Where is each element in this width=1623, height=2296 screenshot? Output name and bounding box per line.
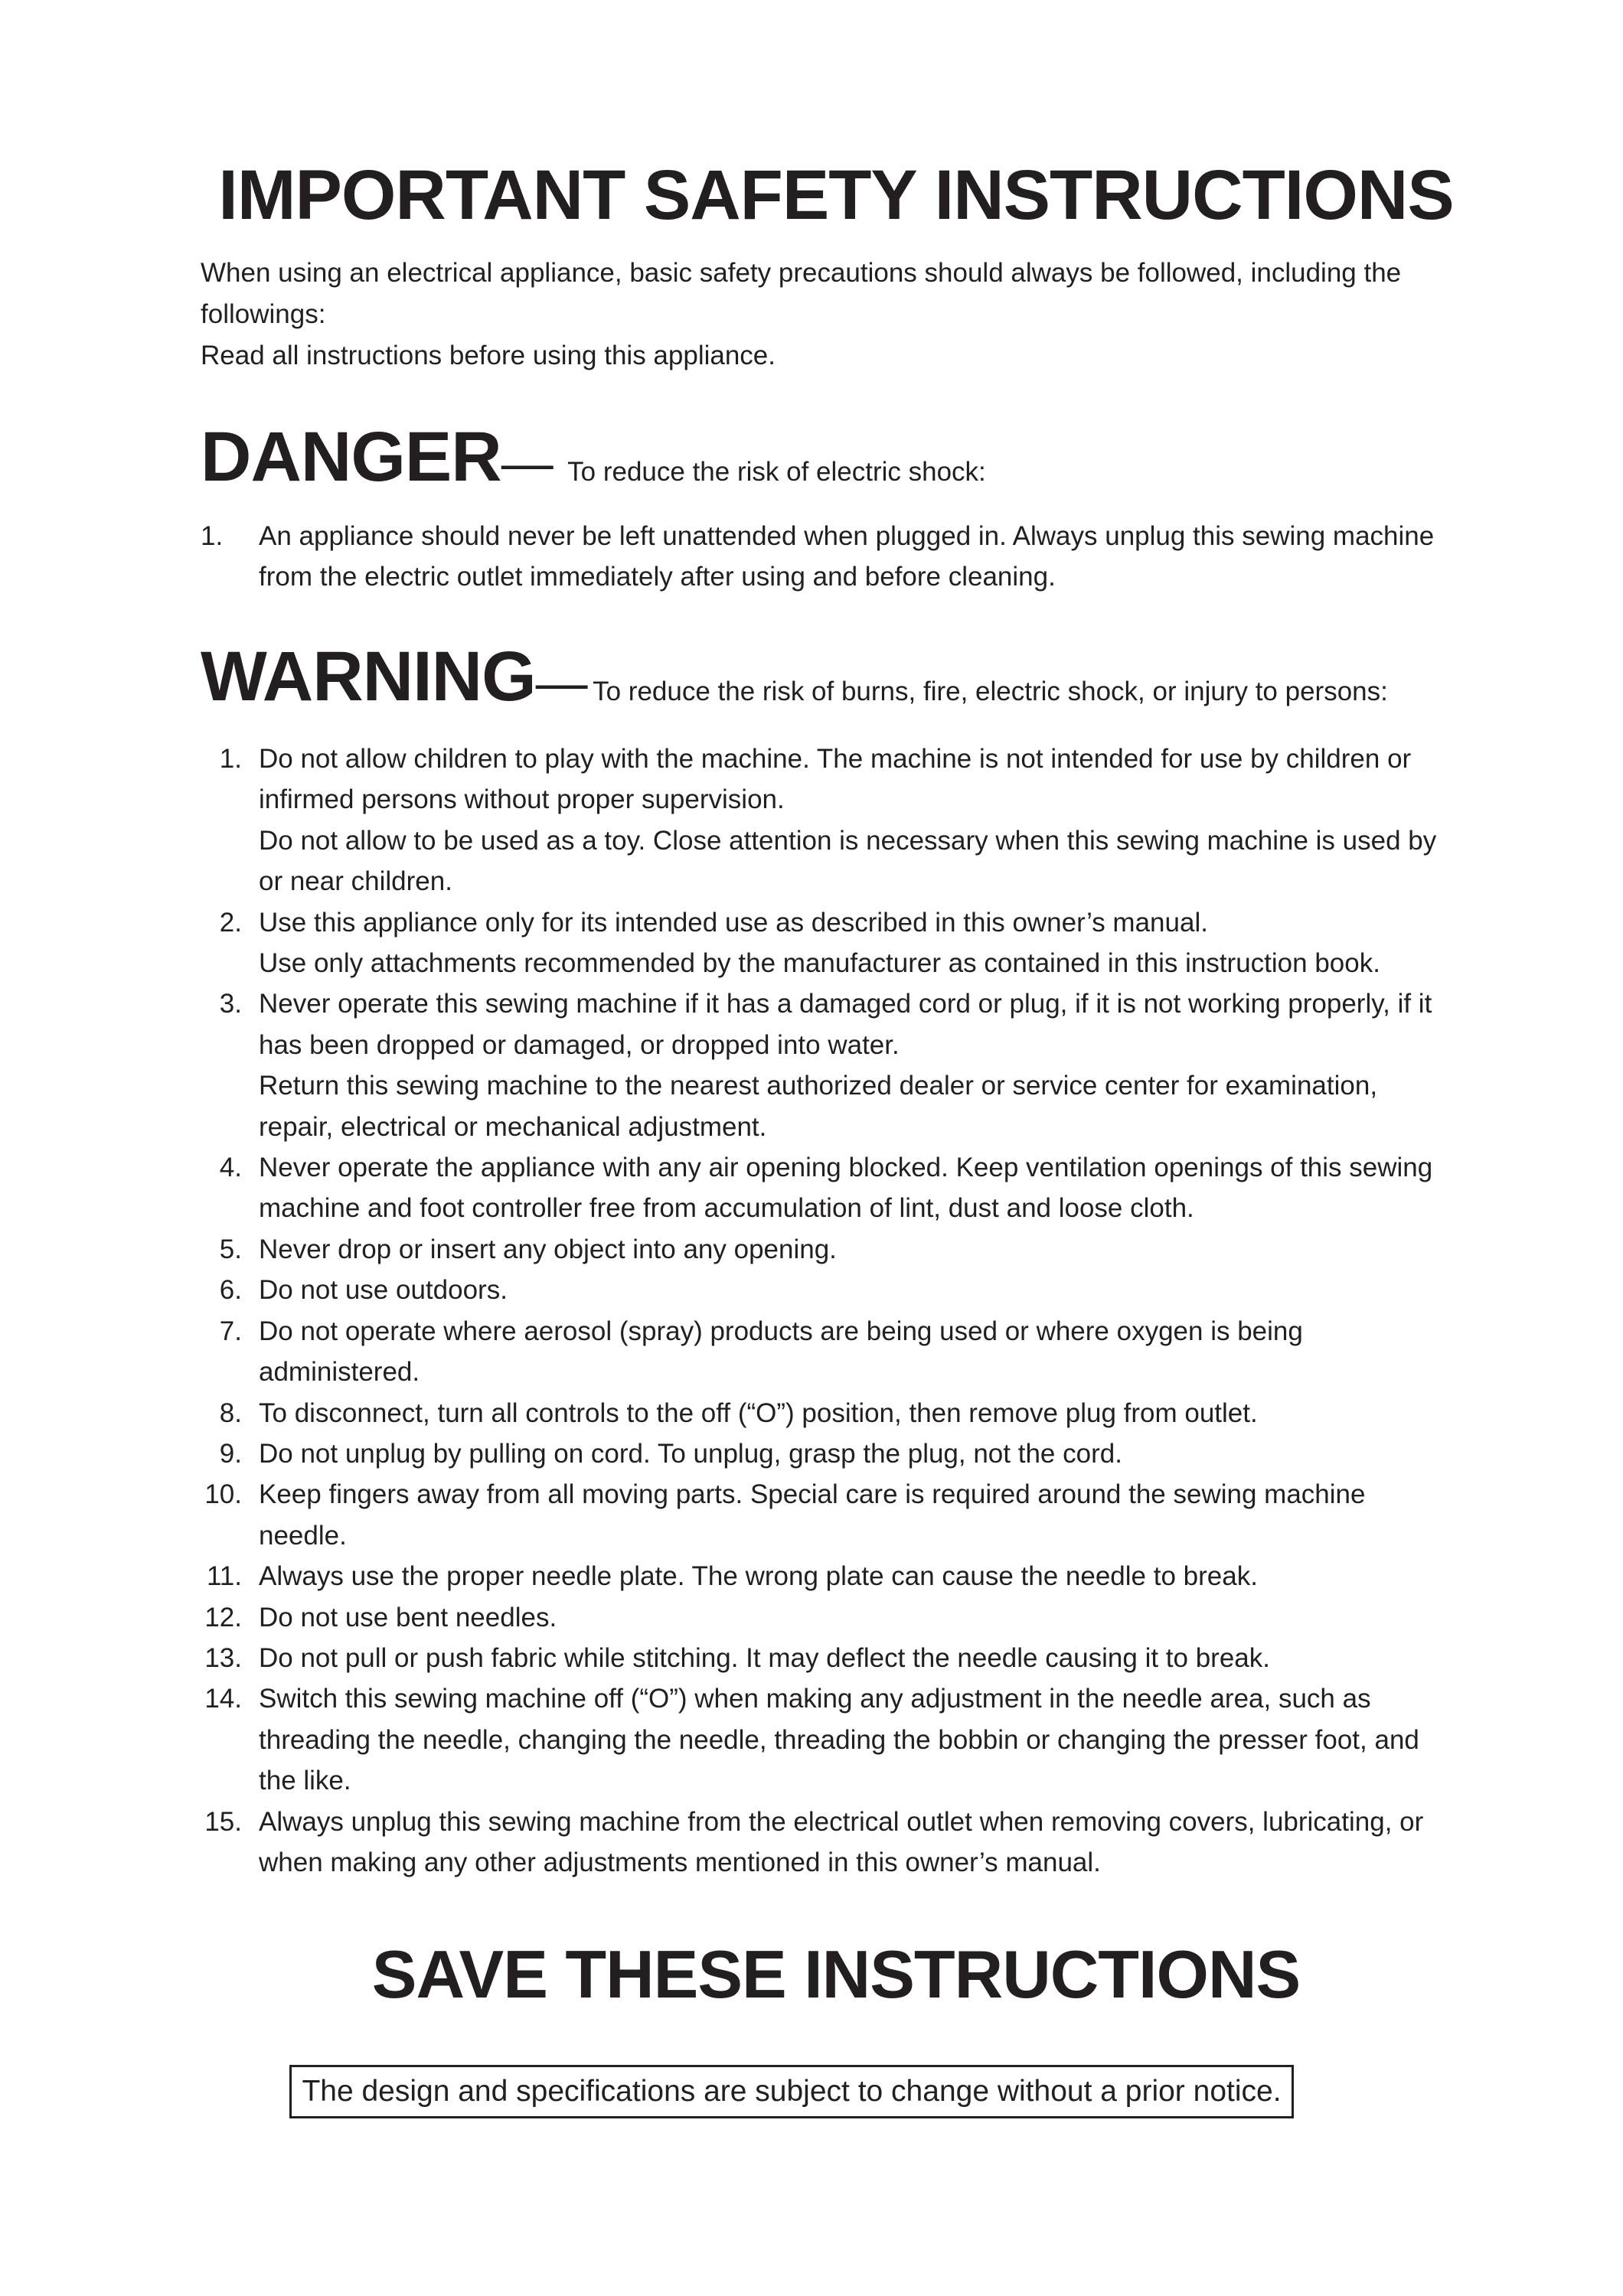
warning-dash: — <box>535 654 588 712</box>
item-number: 10. <box>204 1479 242 1510</box>
danger-heading <box>201 417 1502 497</box>
item-text-line: threading the needle, changing the needle, threading the bobbin or changing the presser foot, and <box>259 1724 1419 1755</box>
item-number: 11. <box>206 1561 242 1592</box>
list-item <box>201 1802 1502 1883</box>
list-item <box>201 1433 1502 1474</box>
item-text-line: Keep fingers away from all moving parts. Special care is required around the sewing machine <box>259 1479 1366 1510</box>
intro-line: When using an electrical appliance, basic safety precautions should always be followed, including the <box>201 258 1402 288</box>
item-text-line: machine and foot controller free from accumulation of lint, dust and loose cloth. <box>259 1193 1194 1224</box>
item-number: 4. <box>219 1153 242 1183</box>
item-number: 5. <box>219 1234 242 1264</box>
item-text-line: Do not operate where aerosol (spray) products are being used or where oxygen is being <box>259 1316 1303 1346</box>
list-item <box>201 1638 1502 1678</box>
list-item <box>201 1556 1502 1596</box>
document-page <box>201 0 1471 2296</box>
list-item <box>201 739 1502 902</box>
item-number: 3. <box>219 989 242 1019</box>
item-text-line: Do not pull or push fabric while stitching. It may deflect the needle causing it to break. <box>259 1642 1270 1673</box>
list-item <box>201 1311 1502 1393</box>
item-number: 13. <box>204 1642 242 1673</box>
item-text-line: Do not use outdoors. <box>259 1275 508 1306</box>
item-text-line: Do not use bent needles. <box>259 1602 557 1632</box>
item-text-line: Always unplug this sewing machine from the electrical outlet when removing covers, lubricating, or <box>259 1806 1424 1837</box>
item-text-line: An appliance should never be left unattended when plugged in. Always unplug this sewing machine <box>259 521 1435 551</box>
warning-subtitle: To reduce the risk of burns, fire, electric shock, or injury to persons: <box>593 677 1388 706</box>
item-text-line: Always use the proper needle plate. The wrong plate can cause the needle to break. <box>259 1561 1258 1592</box>
item-number: 14. <box>204 1684 242 1714</box>
list-item <box>201 1474 1502 1556</box>
item-text-line: Use only attachments recommended by the manufacturer as contained in this instruction book. <box>259 948 1380 979</box>
list-item <box>201 1597 1502 1638</box>
item-number: 1. <box>201 521 224 551</box>
item-text-line: repair, electrical or mechanical adjustment. <box>259 1111 767 1142</box>
item-text-line: Switch this sewing machine off (“O”) when making any adjustment in the needle area, such as <box>259 1684 1371 1714</box>
list-item <box>201 1147 1502 1229</box>
item-text-line: Return this sewing machine to the nearest authorized dealer or service center for examination, <box>259 1071 1378 1101</box>
danger-subtitle: To reduce the risk of electric shock: <box>567 457 986 487</box>
danger-word: DANGER <box>201 418 501 496</box>
item-text-line: needle. <box>259 1520 347 1551</box>
list-item <box>201 983 1502 1147</box>
item-number: 12. <box>204 1602 242 1632</box>
page-title: IMPORTANT SAFETY INSTRUCTIONS <box>218 156 1454 234</box>
item-text-line: or near children. <box>259 866 452 897</box>
item-number: 9. <box>219 1438 242 1469</box>
item-text-line: Do not allow to be used as a toy. Close attention is necessary when this sewing machine is used by <box>259 825 1437 856</box>
list-item <box>201 1229 1502 1270</box>
item-number: 6. <box>219 1275 242 1306</box>
warning-word: WARNING <box>201 638 536 716</box>
danger-dash: — <box>501 434 554 492</box>
warning-heading <box>201 637 1502 717</box>
item-text-line: has been dropped or damaged, or dropped into water. <box>259 1029 900 1060</box>
item-number: 1. <box>219 744 242 774</box>
item-text-line: To disconnect, turn all controls to the off (“O”) position, then remove plug from outlet. <box>259 1397 1258 1428</box>
save-instructions-title: SAVE THESE INSTRUCTIONS <box>371 1936 1301 2012</box>
item-text-line: Never operate the appliance with any air opening blocked. Keep ventilation openings of this sewing <box>259 1153 1433 1183</box>
item-text-line: Do not allow children to play with the machine. The machine is not intended for use by children or <box>259 744 1412 774</box>
item-number: 15. <box>204 1806 242 1837</box>
item-text-line: Do not unplug by pulling on cord. To unplug, grasp the plug, not the cord. <box>259 1438 1122 1469</box>
warning-list <box>201 739 1502 1883</box>
item-text-line: the like. <box>259 1766 351 1796</box>
item-text-line: Never operate this sewing machine if it has a damaged cord or plug, if it is not working properly, if it <box>259 989 1432 1019</box>
item-text-line: from the electric outlet immediately after using and before cleaning. <box>259 562 1056 592</box>
intro-line: followings: <box>201 299 326 329</box>
intro-line: Read all instructions before using this appliance. <box>201 341 776 370</box>
list-item <box>201 1270 1502 1310</box>
intro-paragraph <box>201 253 1471 377</box>
item-text-line: Use this appliance only for its intended use as described in this owner’s manual. <box>259 907 1208 938</box>
list-item <box>201 516 1502 598</box>
item-text-line: administered. <box>259 1357 420 1388</box>
item-text-line: Never drop or insert any object into any opening. <box>259 1234 837 1264</box>
list-item <box>201 1678 1502 1801</box>
list-item <box>201 1393 1502 1433</box>
item-number: 8. <box>219 1397 242 1428</box>
danger-list <box>201 516 1502 598</box>
item-number: 7. <box>219 1316 242 1346</box>
list-item <box>201 902 1502 984</box>
item-text-line: infirmed persons without proper supervision. <box>259 784 785 815</box>
notice-box: The design and specifications are subject to change without a prior notice. <box>289 2065 1294 2118</box>
item-number: 2. <box>219 907 242 938</box>
item-text-line: when making any other adjustments mentioned in this owner’s manual. <box>259 1847 1101 1877</box>
